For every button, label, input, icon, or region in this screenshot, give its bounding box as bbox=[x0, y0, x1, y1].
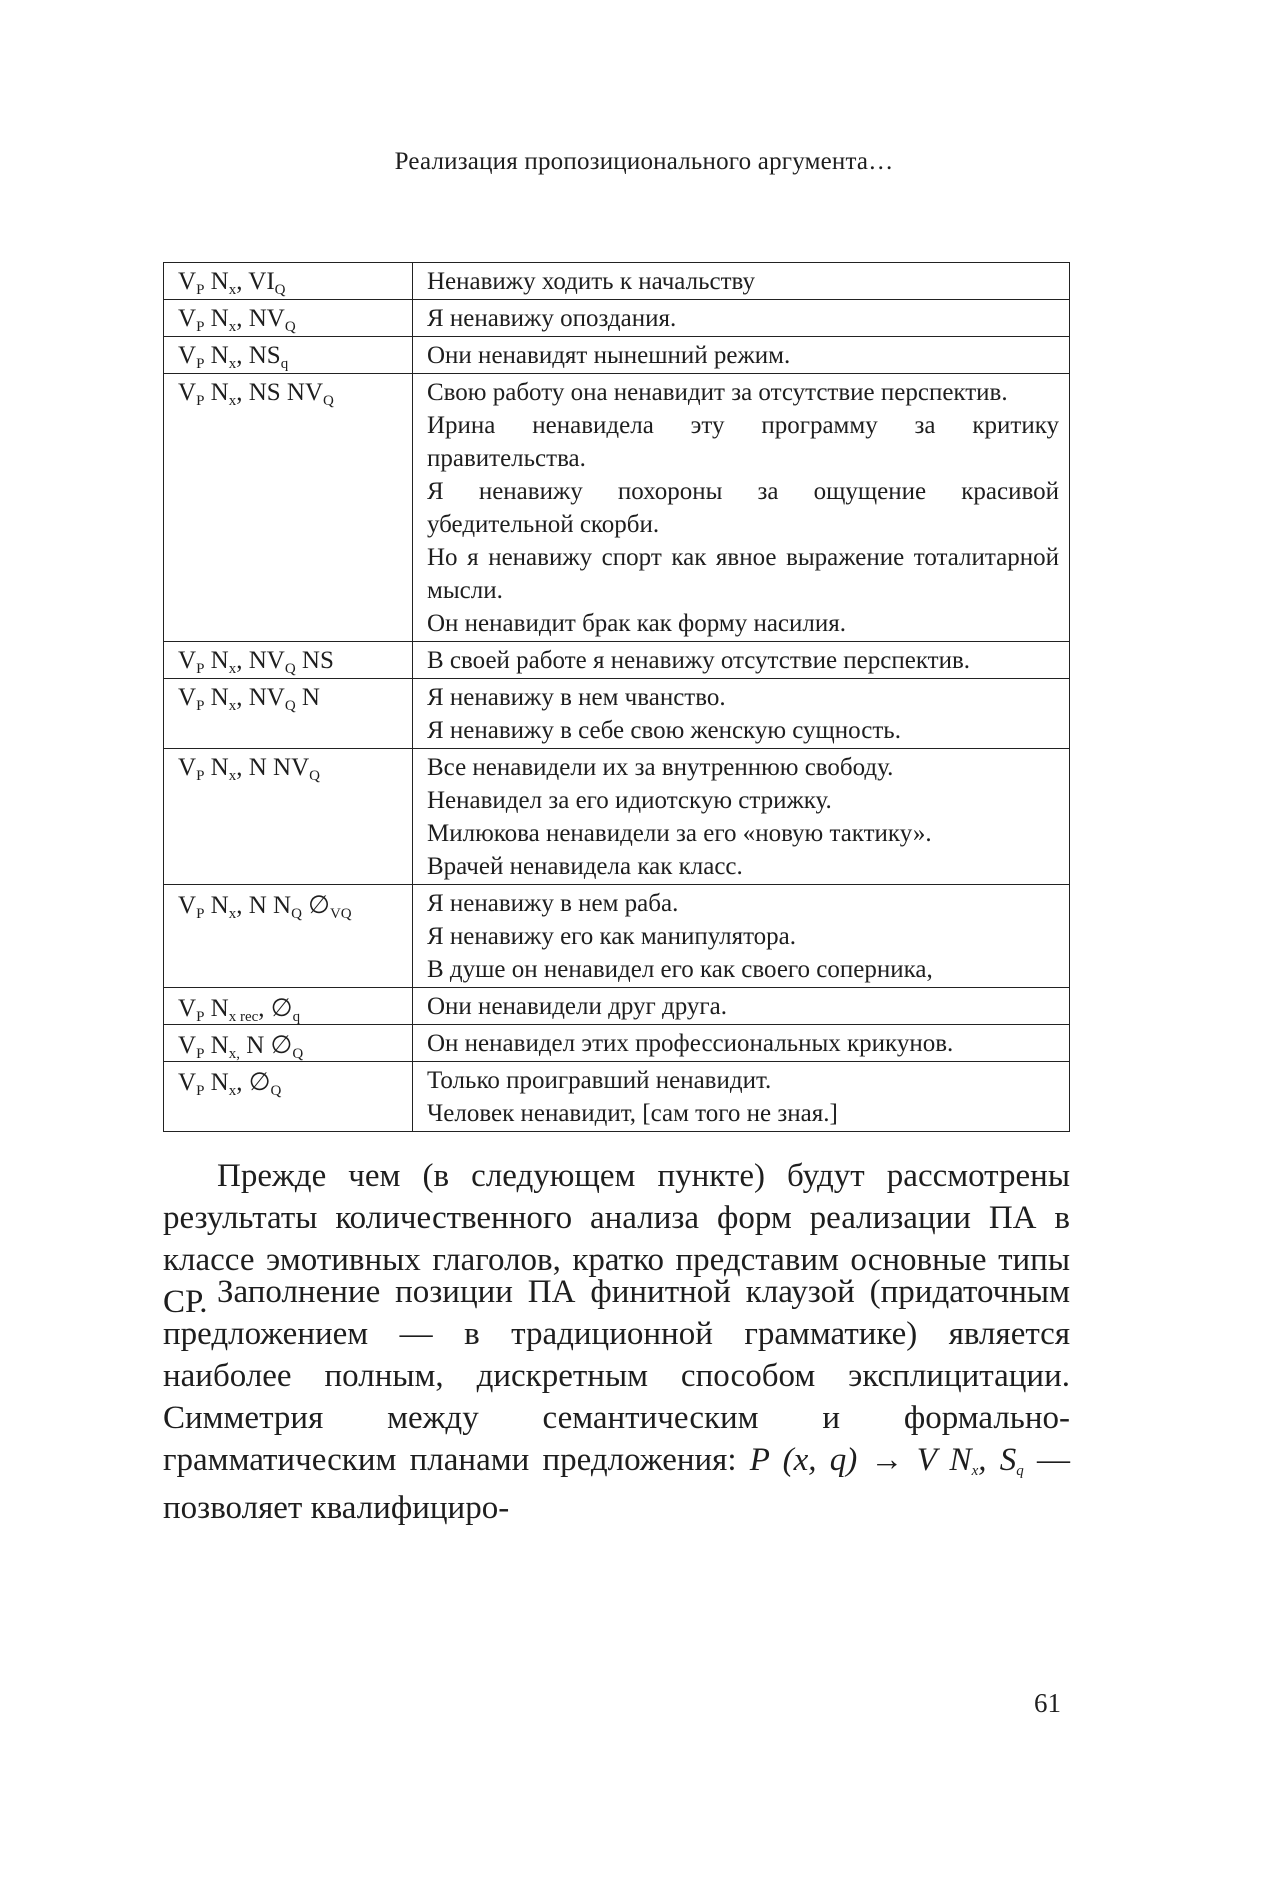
formula-subscript: P bbox=[196, 356, 205, 372]
table-row bbox=[164, 749, 1070, 885]
table-row bbox=[164, 337, 1070, 374]
formula-p: P bbox=[749, 1442, 770, 1478]
formula-part: V bbox=[178, 995, 197, 1022]
formula-part: N bbox=[204, 647, 229, 674]
table-row bbox=[164, 1062, 1070, 1132]
formula-subscript: x bbox=[228, 1083, 237, 1099]
formula-subscript: x bbox=[228, 282, 237, 298]
formula-part: V bbox=[178, 754, 197, 781]
formula-args: (x, q) bbox=[769, 1442, 871, 1478]
example-sentence: Ирина ненавидела эту программу за критику правительства. bbox=[427, 412, 1059, 472]
examples-cell bbox=[413, 1062, 1070, 1132]
formula-part: , NV bbox=[236, 684, 285, 711]
formula-subscript: P bbox=[196, 768, 205, 784]
formula-subscript: P bbox=[196, 319, 205, 335]
examples-cell bbox=[413, 885, 1070, 988]
formula-cell bbox=[164, 300, 413, 337]
formula-subscript: x bbox=[228, 356, 237, 372]
example-sentence: Все ненавидели их за внутреннюю свободу. bbox=[427, 754, 894, 781]
example-sentence: Человек ненавидит, [сам того не зная.] bbox=[427, 1100, 838, 1127]
formula-part: , NS NV bbox=[236, 379, 324, 406]
formula-subscript: x, bbox=[228, 1046, 240, 1062]
formula-part: N bbox=[204, 342, 229, 369]
formula-cell bbox=[164, 337, 413, 374]
example-sentence: Но я ненавижу спорт как явное выражение тоталитарной мысли. bbox=[427, 544, 1059, 604]
examples-cell bbox=[413, 337, 1070, 374]
formula-part: V bbox=[178, 892, 197, 919]
formula-part: , NS bbox=[236, 342, 281, 369]
formula-subscript: P bbox=[196, 1009, 205, 1025]
formula-part: V bbox=[178, 268, 197, 295]
formula-subscript: Q bbox=[292, 1046, 304, 1062]
formula-part: N bbox=[204, 754, 229, 781]
formula-part: N bbox=[204, 995, 229, 1022]
formula-part: V bbox=[178, 684, 197, 711]
formula-cell bbox=[164, 749, 413, 885]
formula-cell bbox=[164, 263, 413, 300]
formula-subscript: x bbox=[228, 698, 237, 714]
formula-subscript: q bbox=[292, 1009, 301, 1025]
table-row bbox=[164, 1025, 1070, 1062]
formula-v: V N bbox=[903, 1442, 972, 1478]
paragraph-2-text: Заполнение позиции ПА финитной клаузой (придаточным предложением — в традиционной грамматике) является наиболее полным, дискретным способом эксплицитации. Симметрия между семантическим и формально-грамматическим планами предложения: bbox=[163, 1274, 1070, 1478]
formula-part: V bbox=[178, 1069, 197, 1096]
formula-part: N bbox=[204, 684, 229, 711]
formula-part: N bbox=[204, 892, 229, 919]
example-sentence: В своей работе я ненавижу отсутствие перспектив. bbox=[427, 647, 971, 674]
example-sentence: Я ненавижу в нем чванство. bbox=[427, 684, 726, 711]
paragraph-1: Прежде чем (в следующем пункте) будут рассмотрены результаты количественного анализа форм реализации ПА в классе эмотивных глаголов, кратко представим основные типы СР. bbox=[163, 1158, 1070, 1320]
formula-part: V bbox=[178, 379, 197, 406]
formula-cell bbox=[164, 679, 413, 749]
table-row bbox=[164, 885, 1070, 988]
examples-cell bbox=[413, 1025, 1070, 1062]
formula-subscript: Q bbox=[274, 282, 286, 298]
formula-part: V bbox=[178, 342, 197, 369]
formula-cell bbox=[164, 1062, 413, 1132]
table-row bbox=[164, 263, 1070, 300]
examples-cell bbox=[413, 374, 1070, 642]
formula-cell bbox=[164, 374, 413, 642]
table-row bbox=[164, 642, 1070, 679]
formula-sub-q: q bbox=[1016, 1463, 1024, 1479]
formula-subscript: x bbox=[228, 906, 237, 922]
example-sentence: Я ненавижу в себе свою женскую сущность. bbox=[427, 717, 901, 744]
running-title: Реализация пропозиционального аргумента… bbox=[394, 148, 894, 175]
formula-subscript: x bbox=[228, 393, 237, 409]
example-sentence: Ненавижу ходить к начальству bbox=[427, 268, 755, 295]
formula-subscript: x bbox=[228, 661, 237, 677]
example-sentence: Я ненавижу похороны за ощущение красивой убедительной скорби. bbox=[427, 478, 1059, 538]
formula-part: , NV bbox=[236, 647, 285, 674]
formula-subscript: x rec bbox=[228, 1009, 259, 1025]
example-sentence: Милюкова ненавидели за его «новую тактику». bbox=[427, 820, 932, 847]
formula-part: ∅ bbox=[301, 892, 330, 919]
examples-cell bbox=[413, 679, 1070, 749]
formula-s: , S bbox=[978, 1442, 1017, 1478]
formula-subscript: Q bbox=[284, 661, 296, 677]
formula-subscript: Q bbox=[284, 698, 296, 714]
formula-part: V bbox=[178, 647, 197, 674]
example-sentence: Я ненавижу опоздания. bbox=[427, 305, 677, 332]
example-sentence: В душе он ненавидел его как своего соперника, bbox=[427, 956, 933, 983]
formula-part: N ∅ bbox=[239, 1032, 293, 1059]
examples-cell bbox=[413, 642, 1070, 679]
examples-cell bbox=[413, 749, 1070, 885]
formula-part: , ∅ bbox=[236, 1069, 271, 1096]
formula-part: N bbox=[204, 379, 229, 406]
example-sentence: Он ненавидит брак как форму насилия. bbox=[427, 610, 847, 637]
formula-part: , N N bbox=[236, 892, 292, 919]
formula-part: , NV bbox=[236, 305, 285, 332]
formula-cell bbox=[164, 885, 413, 988]
formula-cell bbox=[164, 988, 413, 1025]
formula-subscript: P bbox=[196, 1046, 205, 1062]
formula-subscript: P bbox=[196, 661, 205, 677]
table-row bbox=[164, 679, 1070, 749]
formula-part: V bbox=[178, 1032, 197, 1059]
formula-cell bbox=[164, 1025, 413, 1062]
paragraph-2-tail: — позволяет квалифициро- bbox=[163, 1442, 1071, 1526]
formula-subscript: q bbox=[280, 356, 289, 372]
formula-subscript: VQ bbox=[329, 906, 352, 922]
formula-subscript: Q bbox=[291, 906, 302, 922]
formula-part: V bbox=[178, 305, 197, 332]
formula-arrow: → bbox=[870, 1442, 904, 1478]
formula-subscript: Q bbox=[309, 768, 320, 784]
page-number: 61 bbox=[1034, 1688, 1061, 1718]
example-sentence: Он ненавидел этих профессиональных крикунов. bbox=[427, 1030, 954, 1057]
example-sentence: Я ненавижу его как манипулятора. bbox=[427, 923, 797, 950]
examples-cell bbox=[413, 263, 1070, 300]
formula-part: N bbox=[204, 268, 229, 295]
formula-subscript: P bbox=[196, 698, 205, 714]
table-row bbox=[164, 374, 1070, 642]
formula-part: N bbox=[204, 1069, 229, 1096]
formula-part: , ∅ bbox=[258, 995, 293, 1022]
formula-subscript: Q bbox=[270, 1083, 282, 1099]
formula-part: N bbox=[295, 684, 320, 711]
formula-subscript: x bbox=[228, 768, 237, 784]
formula-part: NS bbox=[295, 647, 334, 674]
formula-subscript: P bbox=[196, 1083, 205, 1099]
formula-sub-x: x bbox=[971, 1463, 979, 1479]
formula-part: N bbox=[204, 305, 229, 332]
examples-cell bbox=[413, 300, 1070, 337]
formula-subscript: Q bbox=[284, 319, 296, 335]
formula-subscript: P bbox=[196, 282, 205, 298]
example-sentence: Я ненавижу в нем раба. bbox=[427, 890, 679, 917]
example-sentence: Свою работу она ненавидит за отсутствие перспектив. bbox=[427, 379, 1008, 406]
table-row bbox=[164, 988, 1070, 1025]
formula-part: N bbox=[204, 1032, 229, 1059]
formula-part: , N NV bbox=[236, 754, 310, 781]
formula-subscript: P bbox=[196, 393, 205, 409]
paragraph-2 bbox=[163, 1271, 1070, 1529]
example-sentence: Ненавидел за его идиотскую стрижку. bbox=[427, 787, 832, 814]
pattern-table bbox=[163, 262, 1070, 1132]
table-row bbox=[164, 300, 1070, 337]
formula-subscript: Q bbox=[323, 393, 334, 409]
example-sentence: Они ненавидят нынешний режим. bbox=[427, 342, 791, 369]
example-sentence: Врачей ненавидела как класс. bbox=[427, 853, 743, 880]
example-sentence: Только проигравший ненавидит. bbox=[427, 1067, 772, 1094]
formula-part: , VI bbox=[236, 268, 275, 295]
examples-cell bbox=[413, 988, 1070, 1025]
formula-cell bbox=[164, 642, 413, 679]
formula-subscript: x bbox=[228, 319, 237, 335]
formula-subscript: P bbox=[196, 906, 205, 922]
example-sentence: Они ненавидели друг друга. bbox=[427, 993, 727, 1020]
